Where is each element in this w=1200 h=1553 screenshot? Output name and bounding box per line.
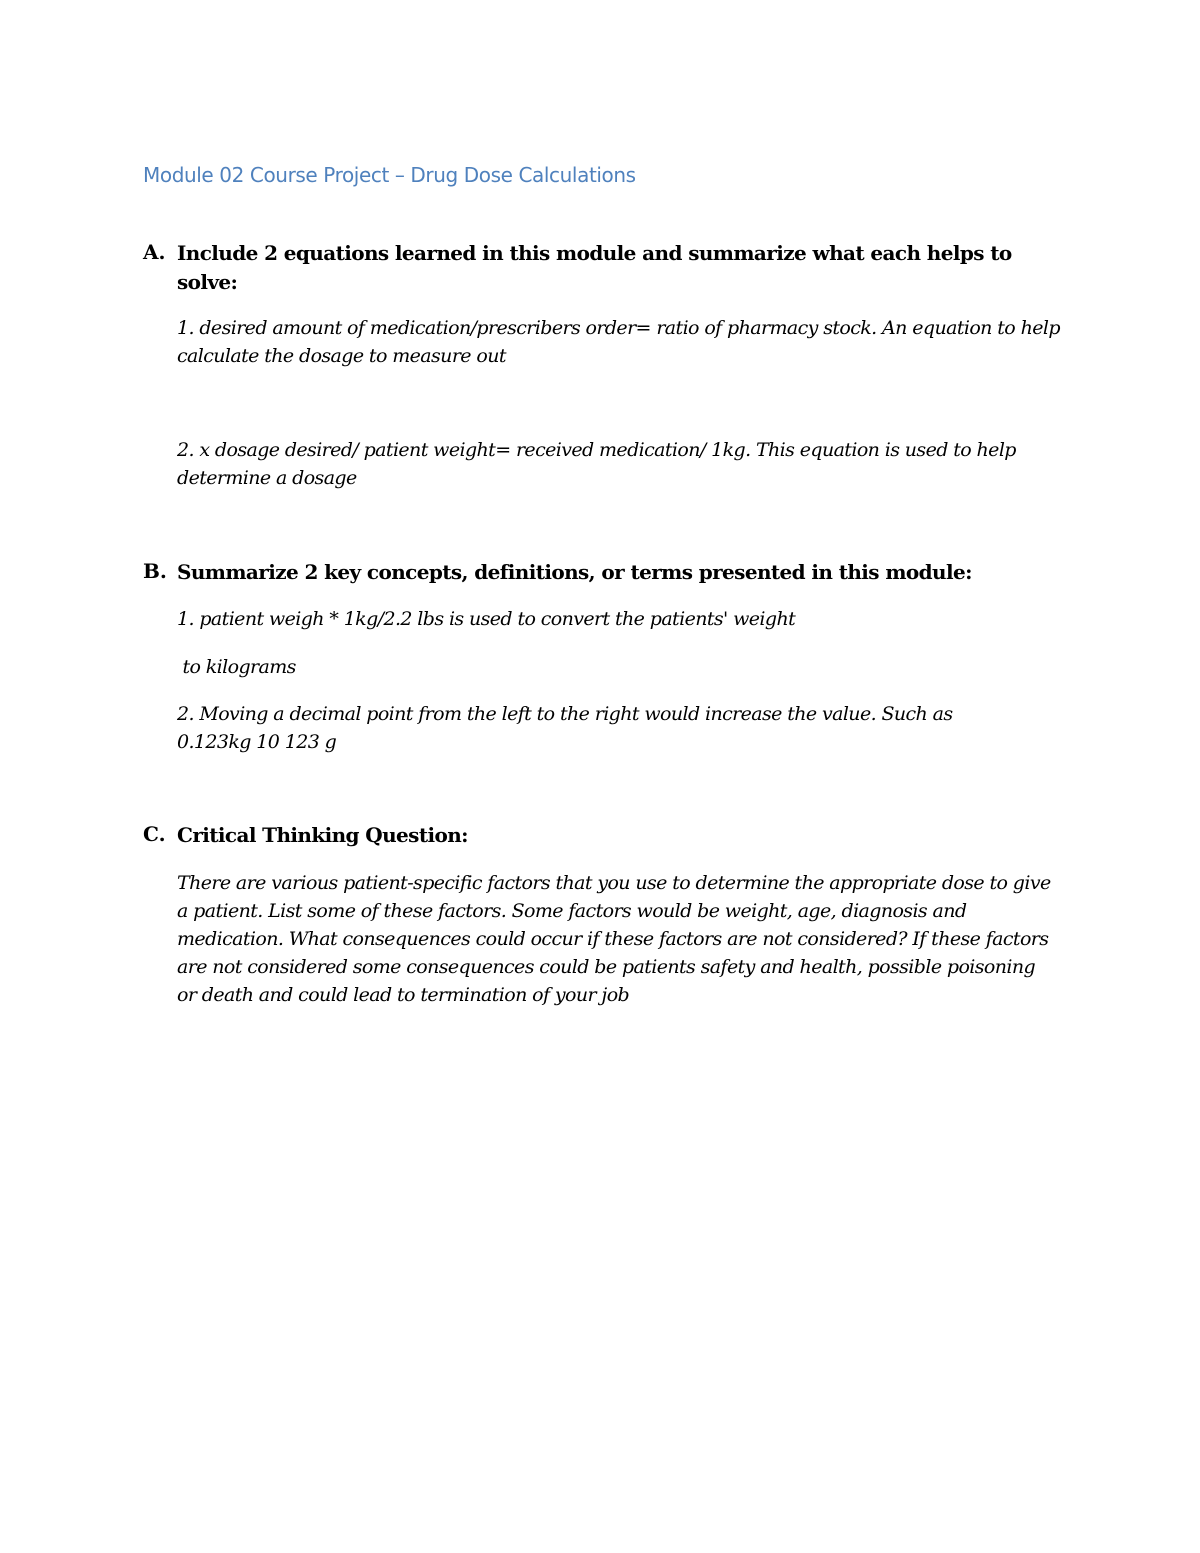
section-b-item-1-continued: to kilograms — [177, 656, 296, 678]
section-c-heading: Critical Thinking Question: — [177, 823, 468, 847]
section-a-item-2: 2. x dosage desired/ patient weight= received medication/ 1kg. This equation is used to help determine a dosage — [177, 439, 1016, 489]
section-b-heading: Summarize 2 key concepts, definitions, or terms presented in this module: — [177, 560, 972, 584]
section-b-item-1: 1. patient weigh * 1kg/2.2 lbs is used to convert the patients' weight — [177, 608, 796, 630]
section-a-item-1: 1. desired amount of medication/prescribers order= ratio of pharmacy stock. An equation to help calculate the dosage to measure out — [177, 317, 1060, 367]
section-a-letter: A. — [143, 240, 166, 264]
section-b-item-2: 2. Moving a decimal point from the left to the right would increase the value. Such as 0.123kg 10 123 g — [177, 703, 953, 753]
section-c-letter: C. — [143, 822, 166, 846]
document-title: Module 02 Course Project – Drug Dose Calculations — [143, 163, 636, 187]
section-c-answer: There are various patient-specific factors that you use to determine the appropriate dose to give a patient. List some of these factors. Some factors would be weight, age, diagnosis and medication. What consequences could occur if these factors are not considered? If these factors are not considered some consequences could be patients safety and health, possible poisoning or death and could lead to termination of your job — [177, 872, 1051, 1006]
section-a-heading: Include 2 equations learned in this module and summarize what each helps to solve: — [177, 241, 1012, 294]
section-b-letter: B. — [143, 559, 167, 583]
